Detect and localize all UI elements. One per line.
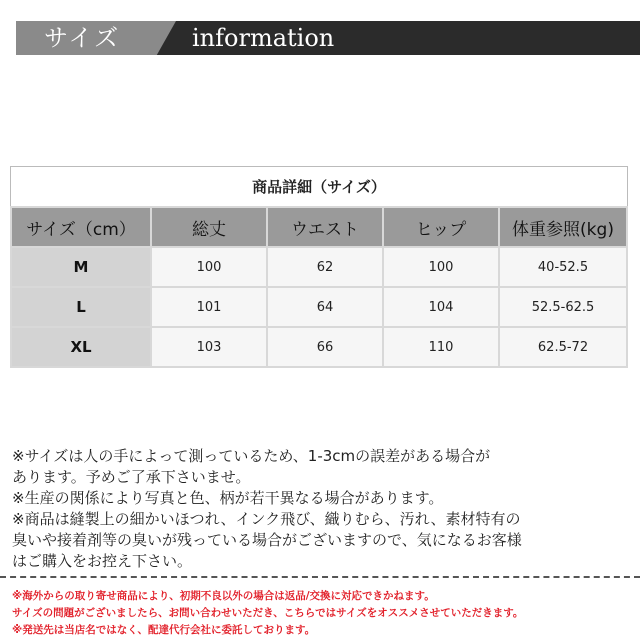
note-line: 臭いや接着剤等の臭いが残っている場合がございますので、気になるお客様 <box>12 531 522 549</box>
dashed-divider <box>0 576 640 578</box>
column-header-weight: 体重参照(kg) <box>500 208 626 246</box>
note-line: ※商品は縫製上の細かいほつれ、インク飛び、織りむら、汚れ、素材特有の <box>12 510 521 528</box>
table-cell: 104 <box>384 288 498 326</box>
table-cell: 100 <box>384 248 498 286</box>
table-cell: 62 <box>268 248 382 286</box>
note-line: あります。予めご了承下さいませ。 <box>12 468 251 486</box>
column-header-waist: ウエスト <box>268 208 382 246</box>
column-header-size: サイズ（cm） <box>12 208 150 246</box>
table-cell: 40-52.5 <box>500 248 626 286</box>
table-cell: 101 <box>152 288 266 326</box>
table-title: 商品詳細（サイズ） <box>252 177 386 196</box>
warning-line: サイズの問題がございましたら、お問い合わせいただき、こちらではサイズをオススメさせていただきます。 <box>12 607 524 619</box>
notes-section <box>12 446 632 572</box>
table-cell: 103 <box>152 328 266 366</box>
note-line: はご購入をお控え下さい。 <box>12 552 193 570</box>
note-line: ※サイズは人の手によって測っているため、1-3cmの誤差がある場合が <box>12 447 491 465</box>
table-cell: 100 <box>152 248 266 286</box>
header-title: information <box>192 24 335 52</box>
note-line: ※生産の関係により写真と色、柄が若干異なる場合があります。 <box>12 489 444 507</box>
column-header-hip: ヒップ <box>384 208 498 246</box>
column-header-length: 総丈 <box>152 208 266 246</box>
table-cell: 110 <box>384 328 498 366</box>
table-cell: 64 <box>268 288 382 326</box>
table-cell: 62.5-72 <box>500 328 626 366</box>
header-tab-label: サイズ <box>44 24 121 52</box>
table-row-label: M <box>12 248 150 286</box>
warning-section <box>12 588 632 639</box>
warning-line: ※海外からの取り寄せ商品により、初期不良以外の場合は返品/交換に対応できかねます。 <box>12 590 435 602</box>
table-row-label: XL <box>12 328 150 366</box>
table-cell: 52.5-62.5 <box>500 288 626 326</box>
table-row-label: L <box>12 288 150 326</box>
table-cell: 66 <box>268 328 382 366</box>
warning-line: ※発送先は当店名ではなく、配達代行会社に委託しております。 <box>12 624 316 636</box>
